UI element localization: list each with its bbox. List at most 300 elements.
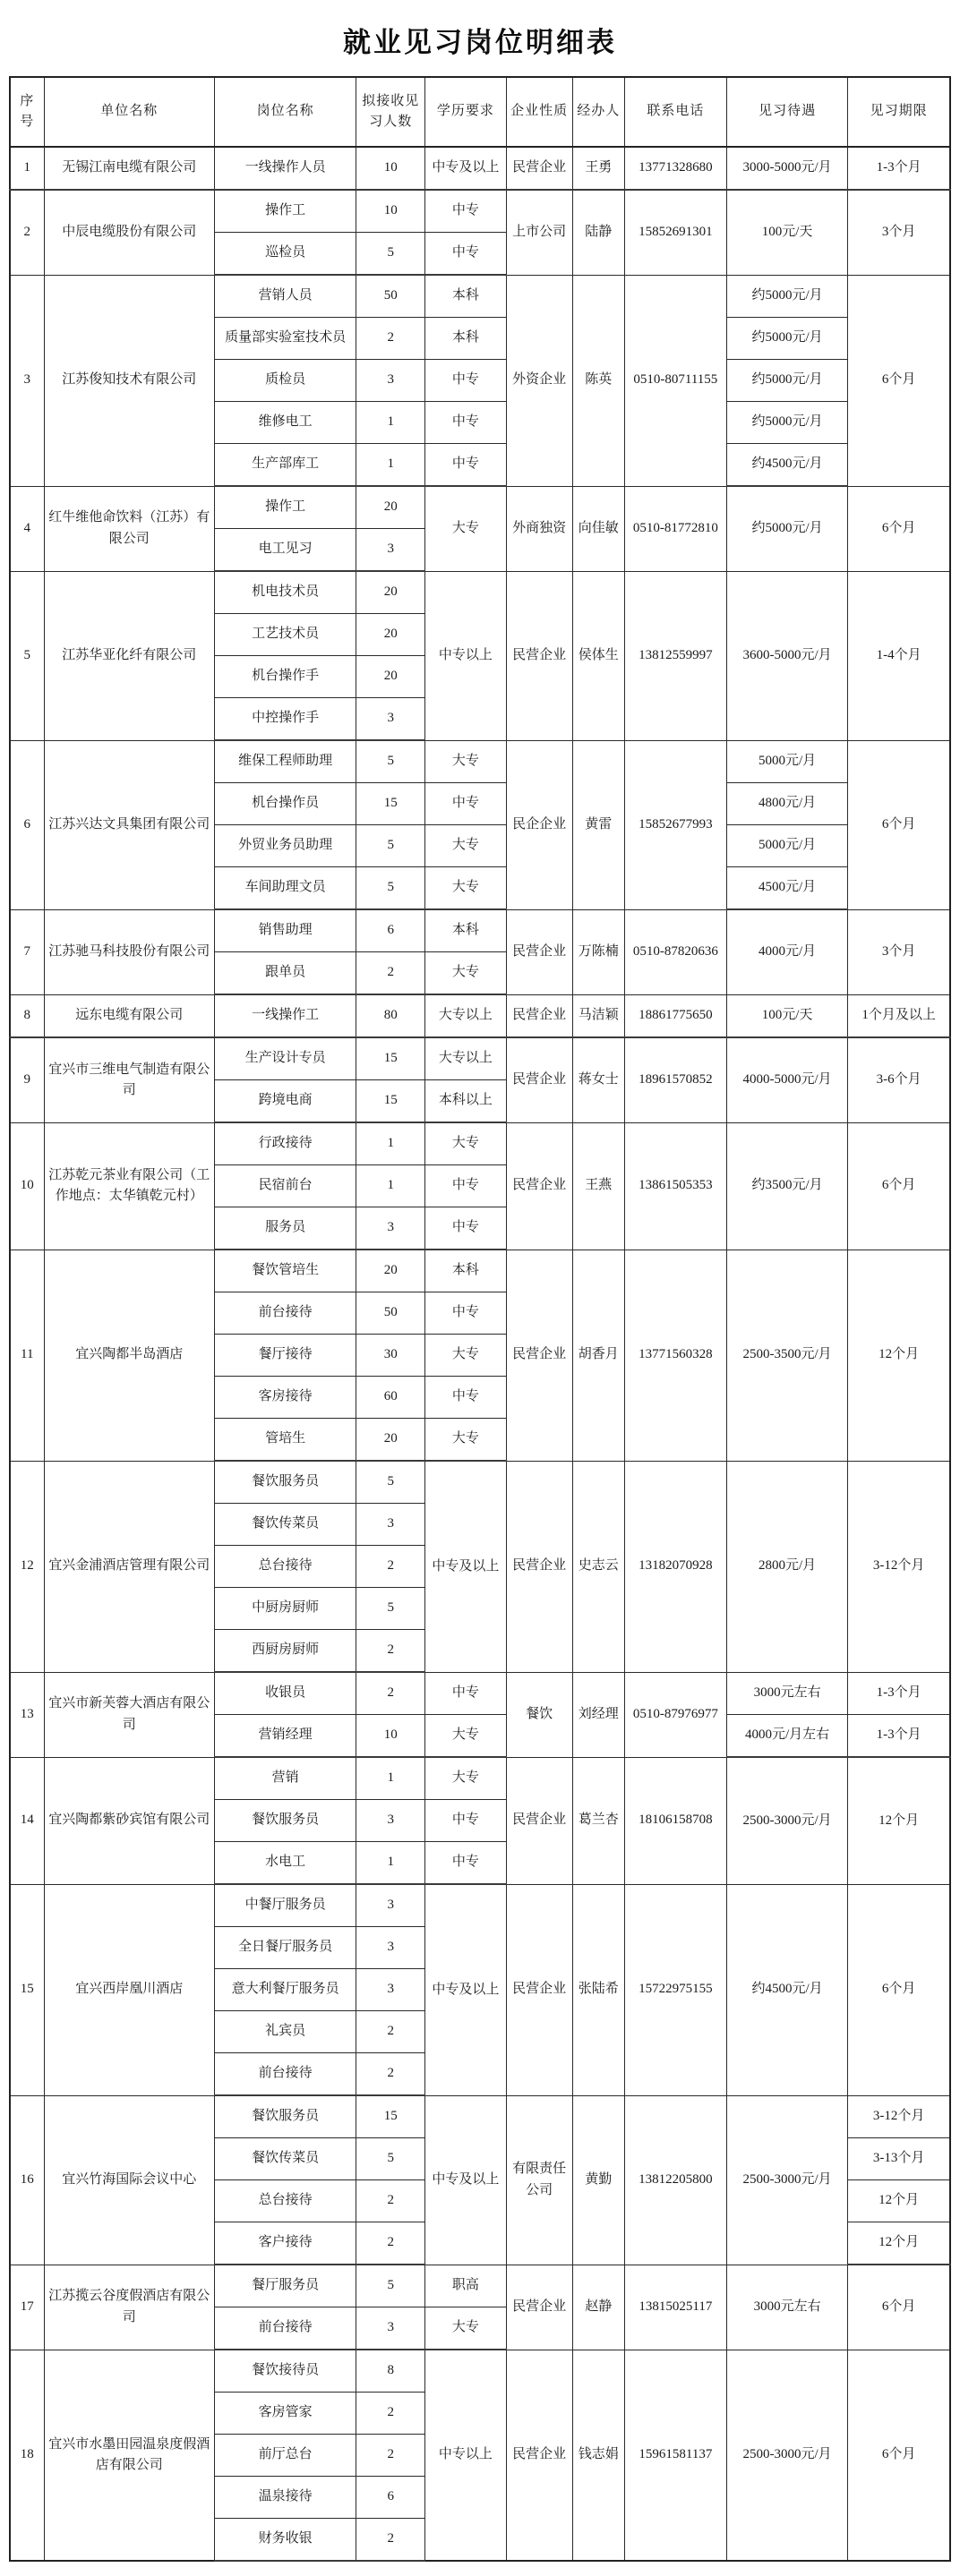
position-name-cell: 餐饮传菜员 [214,1504,356,1546]
company-cell: 江苏揽云谷度假酒店有限公司 [44,2265,214,2350]
education-cell: 大专 [425,825,506,867]
intern-count-cell: 15 [356,783,425,825]
period-cell: 6个月 [848,740,950,909]
table-row [10,994,950,1037]
education-cell: 大专以上 [425,1037,506,1080]
position-name-cell: 餐厅服务员 [214,2265,356,2307]
intern-count-cell: 30 [356,1335,425,1377]
contact-person-cell: 张陆希 [572,1884,624,2095]
column-header-6: 经办人 [572,77,624,147]
table-row [10,571,950,614]
company-cell: 红牛维他命饮料（江苏）有限公司 [44,486,214,571]
position-name-cell: 温泉接待 [214,2477,356,2519]
position-name-cell: 客户接待 [214,2222,356,2265]
education-cell: 大专 [425,1757,506,1800]
phone-cell: 13861505353 [624,1122,726,1250]
intern-count-cell: 2 [356,1546,425,1588]
position-name-cell: 全日餐厅服务员 [214,1927,356,1969]
enterprise-type-cell: 民营企业 [506,147,572,190]
column-header-7: 联系电话 [624,77,726,147]
company-cell: 中辰电缆股份有限公司 [44,190,214,275]
intern-count-cell: 1 [356,1842,425,1885]
salary-cell: 3000元左右 [726,1672,847,1715]
row-number-cell: 4 [10,486,44,571]
education-cell: 大专 [425,1335,506,1377]
education-cell: 本科以上 [425,1080,506,1123]
intern-count-cell: 2 [356,2011,425,2053]
enterprise-type-cell: 民营企业 [506,1250,572,1461]
row-number-cell: 14 [10,1757,44,1884]
phone-cell: 13771560328 [624,1250,726,1461]
education-cell: 大专 [425,740,506,783]
intern-count-cell: 20 [356,1419,425,1462]
intern-count-cell: 15 [356,1080,425,1123]
intern-count-cell: 1 [356,1165,425,1207]
salary-cell: 约4500元/月 [726,444,847,487]
salary-cell: 2500-3000元/月 [726,2350,847,2561]
salary-cell: 约3500元/月 [726,1122,847,1250]
column-header-9: 见习期限 [848,77,950,147]
position-name-cell: 收银员 [214,1672,356,1715]
position-name-cell: 质检员 [214,360,356,402]
intern-count-cell: 10 [356,190,425,233]
phone-cell: 15722975155 [624,1884,726,2095]
intern-count-cell: 20 [356,571,425,614]
company-cell: 宜兴西岸凰川酒店 [44,1884,214,2095]
education-cell: 本科 [425,909,506,952]
intern-count-cell: 20 [356,656,425,698]
row-number-cell: 9 [10,1037,44,1122]
period-cell: 3个月 [848,909,950,994]
intern-count-cell: 5 [356,740,425,783]
position-name-cell: 营销人员 [214,275,356,318]
education-cell: 大专 [425,952,506,995]
enterprise-type-cell: 民营企业 [506,994,572,1037]
position-name-cell: 前台接待 [214,2053,356,2096]
intern-count-cell: 3 [356,1207,425,1250]
intern-count-cell: 10 [356,147,425,190]
intern-count-cell: 8 [356,2350,425,2393]
phone-cell: 18106158708 [624,1757,726,1884]
intern-count-cell: 1 [356,1757,425,1800]
contact-person-cell: 侯体生 [572,571,624,740]
period-cell: 6个月 [848,2265,950,2350]
education-cell: 本科 [425,1250,506,1292]
position-name-cell: 行政接待 [214,1122,356,1165]
company-cell: 宜兴市三维电气制造有限公司 [44,1037,214,1122]
period-cell: 12个月 [848,2222,950,2265]
table-row [10,486,950,529]
intern-count-cell: 3 [356,1969,425,2011]
table-row [10,1672,950,1715]
intern-count-cell: 5 [356,2138,425,2180]
header-row [10,77,950,147]
education-cell: 中专及以上 [425,1461,506,1672]
position-name-cell: 生产部库工 [214,444,356,487]
row-number-cell: 17 [10,2265,44,2350]
column-header-5: 企业性质 [506,77,572,147]
enterprise-type-cell: 民营企业 [506,2350,572,2561]
phone-cell: 15852677993 [624,740,726,909]
education-cell: 本科 [425,318,506,360]
position-name-cell: 营销经理 [214,1715,356,1758]
period-cell: 6个月 [848,1884,950,2095]
education-cell: 中专 [425,1672,506,1715]
contact-person-cell: 王勇 [572,147,624,190]
intern-count-cell: 2 [356,2435,425,2477]
contact-person-cell: 王燕 [572,1122,624,1250]
intern-count-cell: 3 [356,2307,425,2350]
contact-person-cell: 胡香月 [572,1250,624,1461]
period-cell: 3-13个月 [848,2138,950,2180]
intern-count-cell: 2 [356,318,425,360]
salary-cell: 100元/天 [726,994,847,1037]
column-header-8: 见习待遇 [726,77,847,147]
row-number-cell: 11 [10,1250,44,1461]
page-title: 就业见习岗位明细表 [343,27,617,58]
phone-cell: 18861775650 [624,994,726,1037]
position-name-cell: 一线操作工 [214,994,356,1037]
positions-table [9,76,951,2562]
table-row [10,1757,950,1800]
position-name-cell: 生产设计专员 [214,1037,356,1080]
contact-person-cell: 刘经理 [572,1672,624,1757]
intern-count-cell: 3 [356,698,425,741]
position-name-cell: 巡检员 [214,233,356,276]
salary-cell: 3000-5000元/月 [726,147,847,190]
period-cell: 6个月 [848,2350,950,2561]
table-row [10,1250,950,1292]
row-number-cell: 7 [10,909,44,994]
position-name-cell: 总台接待 [214,2180,356,2222]
phone-cell: 13182070928 [624,1461,726,1672]
phone-cell: 13812205800 [624,2095,726,2265]
column-header-3: 拟接收见习人数 [356,77,425,147]
position-name-cell: 水电工 [214,1842,356,1885]
position-name-cell: 前厅总台 [214,2435,356,2477]
enterprise-type-cell: 民企企业 [506,740,572,909]
row-number-cell: 13 [10,1672,44,1757]
intern-count-cell: 10 [356,1715,425,1758]
enterprise-type-cell: 外商独资 [506,486,572,571]
salary-cell: 约5000元/月 [726,486,847,571]
enterprise-type-cell: 民营企业 [506,1461,572,1672]
education-cell: 中专 [425,1800,506,1842]
phone-cell: 0510-80711155 [624,275,726,486]
period-cell: 1-3个月 [848,1672,950,1715]
intern-count-cell: 5 [356,233,425,276]
salary-cell: 3000元左右 [726,2265,847,2350]
intern-count-cell: 1 [356,444,425,487]
position-name-cell: 工艺技术员 [214,614,356,656]
enterprise-type-cell: 民营企业 [506,909,572,994]
phone-cell: 13812559997 [624,571,726,740]
education-cell: 大专 [425,486,506,571]
enterprise-type-cell: 外资企业 [506,275,572,486]
row-number-cell: 8 [10,994,44,1037]
intern-count-cell: 2 [356,2393,425,2435]
contact-person-cell: 蒋女士 [572,1037,624,1122]
intern-count-cell: 3 [356,1800,425,1842]
company-cell: 江苏华亚化纤有限公司 [44,571,214,740]
intern-count-cell: 2 [356,952,425,995]
position-name-cell: 财务收银 [214,2519,356,2562]
table-row [10,740,950,783]
position-name-cell: 维保工程师助理 [214,740,356,783]
enterprise-type-cell: 民营企业 [506,2265,572,2350]
intern-count-cell: 2 [356,2180,425,2222]
position-name-cell: 外贸业务员助理 [214,825,356,867]
enterprise-type-cell: 民营企业 [506,1757,572,1884]
position-name-cell: 中厨房厨师 [214,1588,356,1630]
position-name-cell: 中控操作手 [214,698,356,741]
salary-cell: 5000元/月 [726,740,847,783]
education-cell: 中专 [425,1292,506,1335]
education-cell: 中专 [425,1207,506,1250]
intern-count-cell: 5 [356,1461,425,1504]
intern-count-cell: 2 [356,2222,425,2265]
table-row [10,909,950,952]
phone-cell: 0510-87976977 [624,1672,726,1757]
intern-count-cell: 60 [356,1377,425,1419]
contact-person-cell: 陈英 [572,275,624,486]
position-name-cell: 跟单员 [214,952,356,995]
intern-count-cell: 2 [356,2519,425,2562]
education-cell: 中专及以上 [425,1884,506,2095]
salary-cell: 2500-3000元/月 [726,1757,847,1884]
enterprise-type-cell: 民营企业 [506,571,572,740]
phone-cell: 0510-81772810 [624,486,726,571]
row-number-cell: 18 [10,2350,44,2561]
table-row [10,2350,950,2393]
company-cell: 江苏俊知技术有限公司 [44,275,214,486]
position-name-cell: 西厨房厨师 [214,1630,356,1673]
education-cell: 中专 [425,783,506,825]
phone-cell: 13815025117 [624,2265,726,2350]
contact-person-cell: 史志云 [572,1461,624,1672]
position-name-cell: 餐饮服务员 [214,1461,356,1504]
education-cell: 中专 [425,1377,506,1419]
period-cell: 3-12个月 [848,1461,950,1672]
education-cell: 中专以上 [425,2350,506,2561]
position-name-cell: 一线操作人员 [214,147,356,190]
contact-person-cell: 向佳敏 [572,486,624,571]
contact-person-cell: 葛兰杏 [572,1757,624,1884]
position-name-cell: 质量部实验室技术员 [214,318,356,360]
row-number-cell: 16 [10,2095,44,2265]
intern-count-cell: 6 [356,2477,425,2519]
company-cell: 远东电缆有限公司 [44,994,214,1037]
education-cell: 大专 [425,1715,506,1758]
salary-cell: 2800元/月 [726,1461,847,1672]
intern-count-cell: 15 [356,1037,425,1080]
intern-count-cell: 15 [356,2095,425,2138]
intern-count-cell: 3 [356,1927,425,1969]
column-header-0: 序号 [10,77,44,147]
education-cell: 大专以上 [425,994,506,1037]
salary-cell: 4000-5000元/月 [726,1037,847,1122]
period-cell: 6个月 [848,275,950,486]
salary-cell: 4000元/月左右 [726,1715,847,1758]
enterprise-type-cell: 上市公司 [506,190,572,275]
position-name-cell: 营销 [214,1757,356,1800]
period-cell: 6个月 [848,486,950,571]
table-row [10,147,950,190]
position-name-cell: 礼宾员 [214,2011,356,2053]
salary-cell: 约5000元/月 [726,402,847,444]
intern-count-cell: 5 [356,2265,425,2307]
education-cell: 大专 [425,1122,506,1165]
enterprise-type-cell: 民营企业 [506,1037,572,1122]
period-cell: 3个月 [848,190,950,275]
position-name-cell: 管培生 [214,1419,356,1462]
position-name-cell: 跨境电商 [214,1080,356,1123]
education-cell: 中专 [425,1165,506,1207]
intern-count-cell: 2 [356,1672,425,1715]
position-name-cell: 维修电工 [214,402,356,444]
education-cell: 中专以上 [425,571,506,740]
position-name-cell: 销售助理 [214,909,356,952]
table-body [10,147,950,2561]
row-number-cell: 2 [10,190,44,275]
company-cell: 江苏驰马科技股份有限公司 [44,909,214,994]
row-number-cell: 15 [10,1884,44,2095]
row-number-cell: 10 [10,1122,44,1250]
salary-cell: 5000元/月 [726,825,847,867]
phone-cell: 13771328680 [624,147,726,190]
row-number-cell: 5 [10,571,44,740]
phone-cell: 0510-87820636 [624,909,726,994]
position-name-cell: 操作工 [214,486,356,529]
position-name-cell: 机台操作手 [214,656,356,698]
position-name-cell: 电工见习 [214,529,356,572]
contact-person-cell: 黄雷 [572,740,624,909]
intern-count-cell: 6 [356,909,425,952]
column-header-2: 岗位名称 [214,77,356,147]
position-name-cell: 操作工 [214,190,356,233]
period-cell: 12个月 [848,1757,950,1884]
position-name-cell: 前台接待 [214,1292,356,1335]
position-name-cell: 中餐厅服务员 [214,1884,356,1927]
education-cell: 中专 [425,1842,506,1885]
phone-cell: 15961581137 [624,2350,726,2561]
education-cell: 中专 [425,444,506,487]
contact-person-cell: 黄勤 [572,2095,624,2265]
position-name-cell: 意大利餐厅服务员 [214,1969,356,2011]
position-name-cell: 总台接待 [214,1546,356,1588]
phone-cell: 18961570852 [624,1037,726,1122]
position-name-cell: 车间助理文员 [214,867,356,910]
education-cell: 中专 [425,360,506,402]
education-cell: 本科 [425,275,506,318]
row-number-cell: 6 [10,740,44,909]
period-cell: 3-6个月 [848,1037,950,1122]
period-cell: 3-12个月 [848,2095,950,2138]
table-row [10,275,950,318]
salary-cell: 约5000元/月 [726,360,847,402]
column-header-1: 单位名称 [44,77,214,147]
period-cell: 1个月及以上 [848,994,950,1037]
table-row [10,1122,950,1165]
position-name-cell: 餐饮管培生 [214,1250,356,1292]
intern-count-cell: 80 [356,994,425,1037]
intern-count-cell: 1 [356,1122,425,1165]
company-cell: 宜兴陶都半岛酒店 [44,1250,214,1461]
period-cell: 1-4个月 [848,571,950,740]
company-cell: 宜兴竹海国际会议中心 [44,2095,214,2265]
phone-cell: 15852691301 [624,190,726,275]
intern-count-cell: 20 [356,486,425,529]
company-cell: 宜兴金浦酒店管理有限公司 [44,1461,214,1672]
salary-cell: 100元/天 [726,190,847,275]
enterprise-type-cell: 民营企业 [506,1122,572,1250]
contact-person-cell: 陆静 [572,190,624,275]
contact-person-cell: 赵静 [572,2265,624,2350]
table-row [10,1037,950,1080]
education-cell: 中专 [425,233,506,276]
intern-count-cell: 3 [356,1504,425,1546]
salary-cell: 3600-5000元/月 [726,571,847,740]
intern-count-cell: 2 [356,1630,425,1673]
company-cell: 宜兴市新芙蓉大酒店有限公司 [44,1672,214,1757]
position-name-cell: 餐饮服务员 [214,1800,356,1842]
period-cell: 1-3个月 [848,147,950,190]
table-row [10,1884,950,1927]
salary-cell: 4000元/月 [726,909,847,994]
salary-cell: 2500-3500元/月 [726,1250,847,1461]
salary-cell: 4500元/月 [726,867,847,910]
position-name-cell: 客房接待 [214,1377,356,1419]
table-row [10,1461,950,1504]
position-name-cell: 机台操作员 [214,783,356,825]
intern-count-cell: 50 [356,275,425,318]
period-cell: 6个月 [848,1122,950,1250]
row-number-cell: 12 [10,1461,44,1672]
contact-person-cell: 马洁颖 [572,994,624,1037]
position-name-cell: 民宿前台 [214,1165,356,1207]
company-cell: 宜兴市水墨田园温泉度假酒店有限公司 [44,2350,214,2561]
education-cell: 中专及以上 [425,147,506,190]
education-cell: 中专 [425,190,506,233]
contact-person-cell: 万陈楠 [572,909,624,994]
row-number-cell: 3 [10,275,44,486]
position-name-cell: 前台接待 [214,2307,356,2350]
row-number-cell: 1 [10,147,44,190]
education-cell: 大专 [425,2307,506,2350]
intern-count-cell: 2 [356,2053,425,2096]
table-row [10,190,950,233]
enterprise-type-cell: 民营企业 [506,1884,572,2095]
position-name-cell: 机电技术员 [214,571,356,614]
enterprise-type-cell: 有限责任公司 [506,2095,572,2265]
position-name-cell: 餐饮传菜员 [214,2138,356,2180]
intern-count-cell: 3 [356,529,425,572]
table-row [10,2265,950,2307]
education-cell: 中专 [425,402,506,444]
intern-count-cell: 5 [356,1588,425,1630]
intern-count-cell: 3 [356,1884,425,1927]
period-cell: 12个月 [848,2180,950,2222]
intern-count-cell: 20 [356,614,425,656]
enterprise-type-cell: 餐饮 [506,1672,572,1757]
intern-count-cell: 1 [356,402,425,444]
table-row [10,2095,950,2138]
salary-cell: 约5000元/月 [726,275,847,318]
education-cell: 职高 [425,2265,506,2307]
column-header-4: 学历要求 [425,77,506,147]
education-cell: 大专 [425,1419,506,1462]
salary-cell: 约5000元/月 [726,318,847,360]
